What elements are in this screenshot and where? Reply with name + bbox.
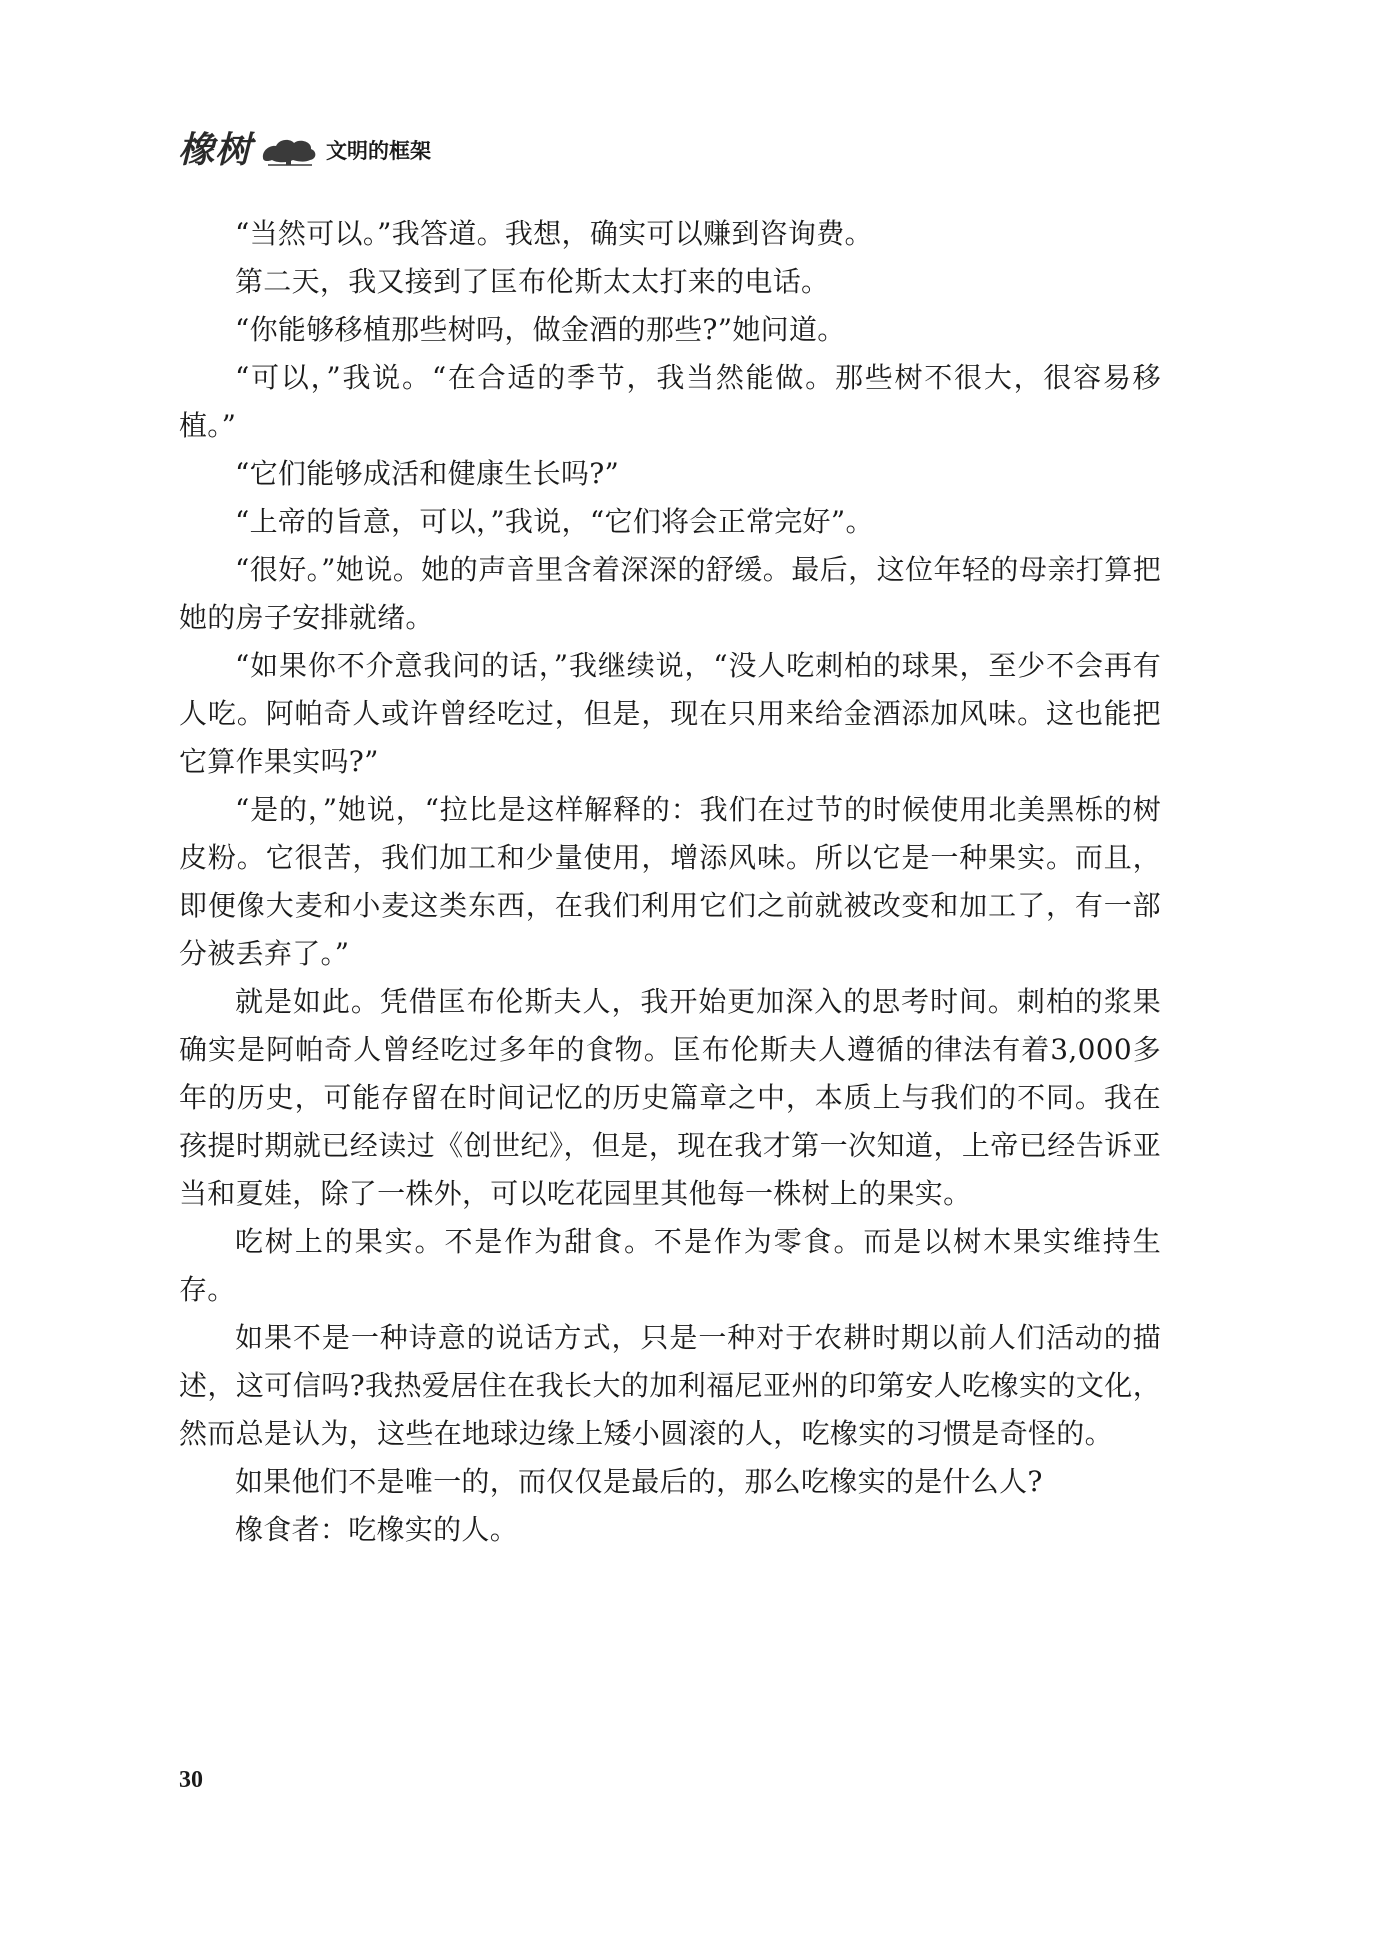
paragraph: “可以，”我说。“在合适的季节，我当然能做。那些树不很大，很容易移植。” (179, 361, 1161, 442)
running-header (178, 124, 431, 170)
paragraph: “你能够移植那些树吗，做金酒的那些?”她问道。 (235, 313, 846, 346)
paragraph: 吃树上的果实。不是作为甜食。不是作为零食。而是以树木果实维持生存。 (179, 1225, 1161, 1306)
paragraph: “很好。”她说。她的声音里含着深深的舒缓。最后，这位年轻的母亲打算把她的房子安排就绪。 (179, 553, 1161, 634)
header-brand: 橡树 (178, 129, 253, 171)
paragraph: “当然可以。”我答道。我想，确实可以赚到咨询费。 (235, 217, 873, 250)
paragraph: 就是如此。凭借匡布伦斯夫人，我开始更加深入的思考时间。刺柏的浆果确实是阿帕奇人曾经吃过多年的食物。匡布伦斯夫人遵循的律法有着3,000多年的历史，可能存留在时间记忆的历史篇章之中，本质上与我们的不同。我在孩提时期就已经读过《创世纪》，但是，现在我才第一次知道，上帝已经告诉亚当和夏娃，除了一株外，可以吃花园里其他每一株树上的果实。 (179, 985, 1161, 1210)
paragraph: 如果不是一种诗意的说话方式，只是一种对于农耕时期以前人们活动的描述，这可信吗?我热爱居住在我长大的加利福尼亚州的印第安人吃橡实的文化，然而总是认为，这些在地球边缘上矮小圆滚的人，吃橡实的习惯是奇怪的。 (179, 1321, 1161, 1450)
paragraph: “是的，”她说，“拉比是这样解释的：我们在过节的时候使用北美黑栎的树皮粉。它很苦，我们加工和少量使用，增添风味。所以它是一种果实。而且，即便像大麦和小麦这类东西，在我们利用它们之前就被改变和加工了，有一部分被丢弃了。” (179, 793, 1161, 970)
paragraph: 第二天，我又接到了匡布伦斯太太打来的电话。 (235, 265, 830, 298)
paragraph: “上帝的旨意，可以，”我说，“它们将会正常完好”。 (235, 505, 874, 538)
header-title: 文明的框架 (326, 139, 432, 163)
paragraph: 如果他们不是唯一的，而仅仅是最后的，那么吃橡实的是什么人? (235, 1465, 1043, 1498)
oak-tree-icon (260, 136, 318, 166)
paragraph: “如果你不介意我问的话，”我继续说，“没人吃刺柏的球果，至少不会再有人吃。阿帕奇人或许曾经吃过，但是，现在只用来给金酒添加风味。这也能把它算作果实吗?” (179, 649, 1161, 778)
paragraph: “它们能够成活和健康生长吗?” (235, 457, 620, 490)
paragraph: 橡食者：吃橡实的人。 (235, 1513, 519, 1546)
page-number: 30 (179, 1767, 203, 1793)
body-text (179, 210, 1161, 1554)
